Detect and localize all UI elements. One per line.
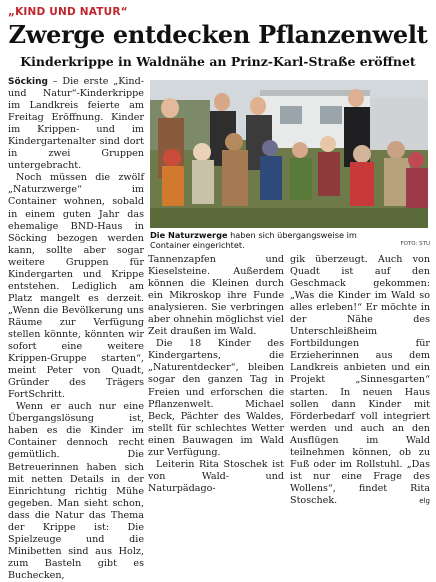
article-paragraph-text: – Die erste „Kind- und Natur“-Kinderkrippe im Landkreis feierte am Freitag Eröffnung. Kinder im Krippen- und im Kindergartenalter sind dort in zwei Gruppen untergebracht. <box>8 76 144 172</box>
caption-bold: Die Naturzwerge <box>150 230 228 240</box>
article-paragraph: Leiterin Rita Stoschek ist von Wald- und Naturpädago- <box>148 458 284 494</box>
article-subheadline: Kinderkrippe in Waldnähe an Prinz-Karl-Straße eröffnet <box>20 54 416 69</box>
article-paragraph-text: gik überzeugt. Auch von Quadt ist auf den Geschmack gekommen: „Was die Kinder im Wald so alles erleben!“ Er möchte in der Nähe des Unterschleißheim Fortbildungen für Erzieherinnen aus dem Landkreis anbieten und ein Projekt „Sinnesgarten“ starten. In neuen Haus sollen dann Kinder mit Förderbedarf voll integriert werden und auch an den Ausflügen im Wald teilnehmen können, ob zu Fuß oder im Rollstuhl. „Das ist nur eine Frage des Wollens“, findet Rita Stoschek. <box>290 254 430 506</box>
author-initials: elg <box>419 496 430 505</box>
article-paragraph <box>290 254 430 507</box>
article-paragraph: Wenn er auch nur eine Übergangslösung ist, haben es die Kinder im Container dennoch recht gemütlich. Die Betreuerinnen haben sich mit netten Details in der Einrichtung richtig Mühe gegeben. Man sieht schon, dass die Natur das Thema der Krippe ist: Die Spielzeuge und die Minibetten sind aus Holz, zum Basteln gibt es Buchecken, <box>8 401 144 581</box>
article-paragraph: Tannenzapfen und Kieselsteine. Außerdem können die Kleinen durch ein Mikroskop ihre Funde analysieren. Sie verbringen aber ohnehin möglichst viel Zeit draußen im Wald. <box>148 254 284 338</box>
group-photo-image <box>150 80 428 228</box>
caption-text: haben sich übergangsweise im Container eingerichtet. <box>150 230 357 250</box>
article-paragraph <box>8 76 144 172</box>
article-paragraph: Die 18 Kinder des Kindergartens, die „Naturentdecker“, bleiben sogar den ganzen Tag in Freien und erforschen die Pflanzenwelt. Michael Beck, Pächter des Waldes, stellt für schlechtes Wetter einen Bauwagen im Wald zur Verfügung. <box>148 338 284 458</box>
article-headline: Zwerge entdecken Pflanzenwelt <box>8 20 428 49</box>
article-column-1 <box>8 76 144 581</box>
photo-caption <box>150 230 398 250</box>
article-column-2 <box>148 254 284 494</box>
article-column-3 <box>290 254 430 506</box>
article-kicker: „KIND UND NATUR“ <box>8 6 128 18</box>
article-paragraph: Noch müssen die zwölf „Naturzwerge“ im Container wohnen, sobald in einem guten Jahr das ehemalige BND-Haus in Söcking bezogen werden kann, sollte aber sogar weitere Gruppen für Kindergarten und Krippe entstehen. Lediglich am Platz mangelt es derzeit. „Wenn die Bevölkerung uns Räume zur Verfügung stellen könnte, könnten wir sofort eine weitere Krippen-Gruppe starten“, meint Peter von Quadt, Gründer des Trägers FortSchritt. <box>8 172 144 401</box>
photo-credit: FOTO: STU <box>400 241 430 247</box>
article-photo <box>150 80 428 228</box>
article-dateline: Söcking <box>8 77 48 87</box>
